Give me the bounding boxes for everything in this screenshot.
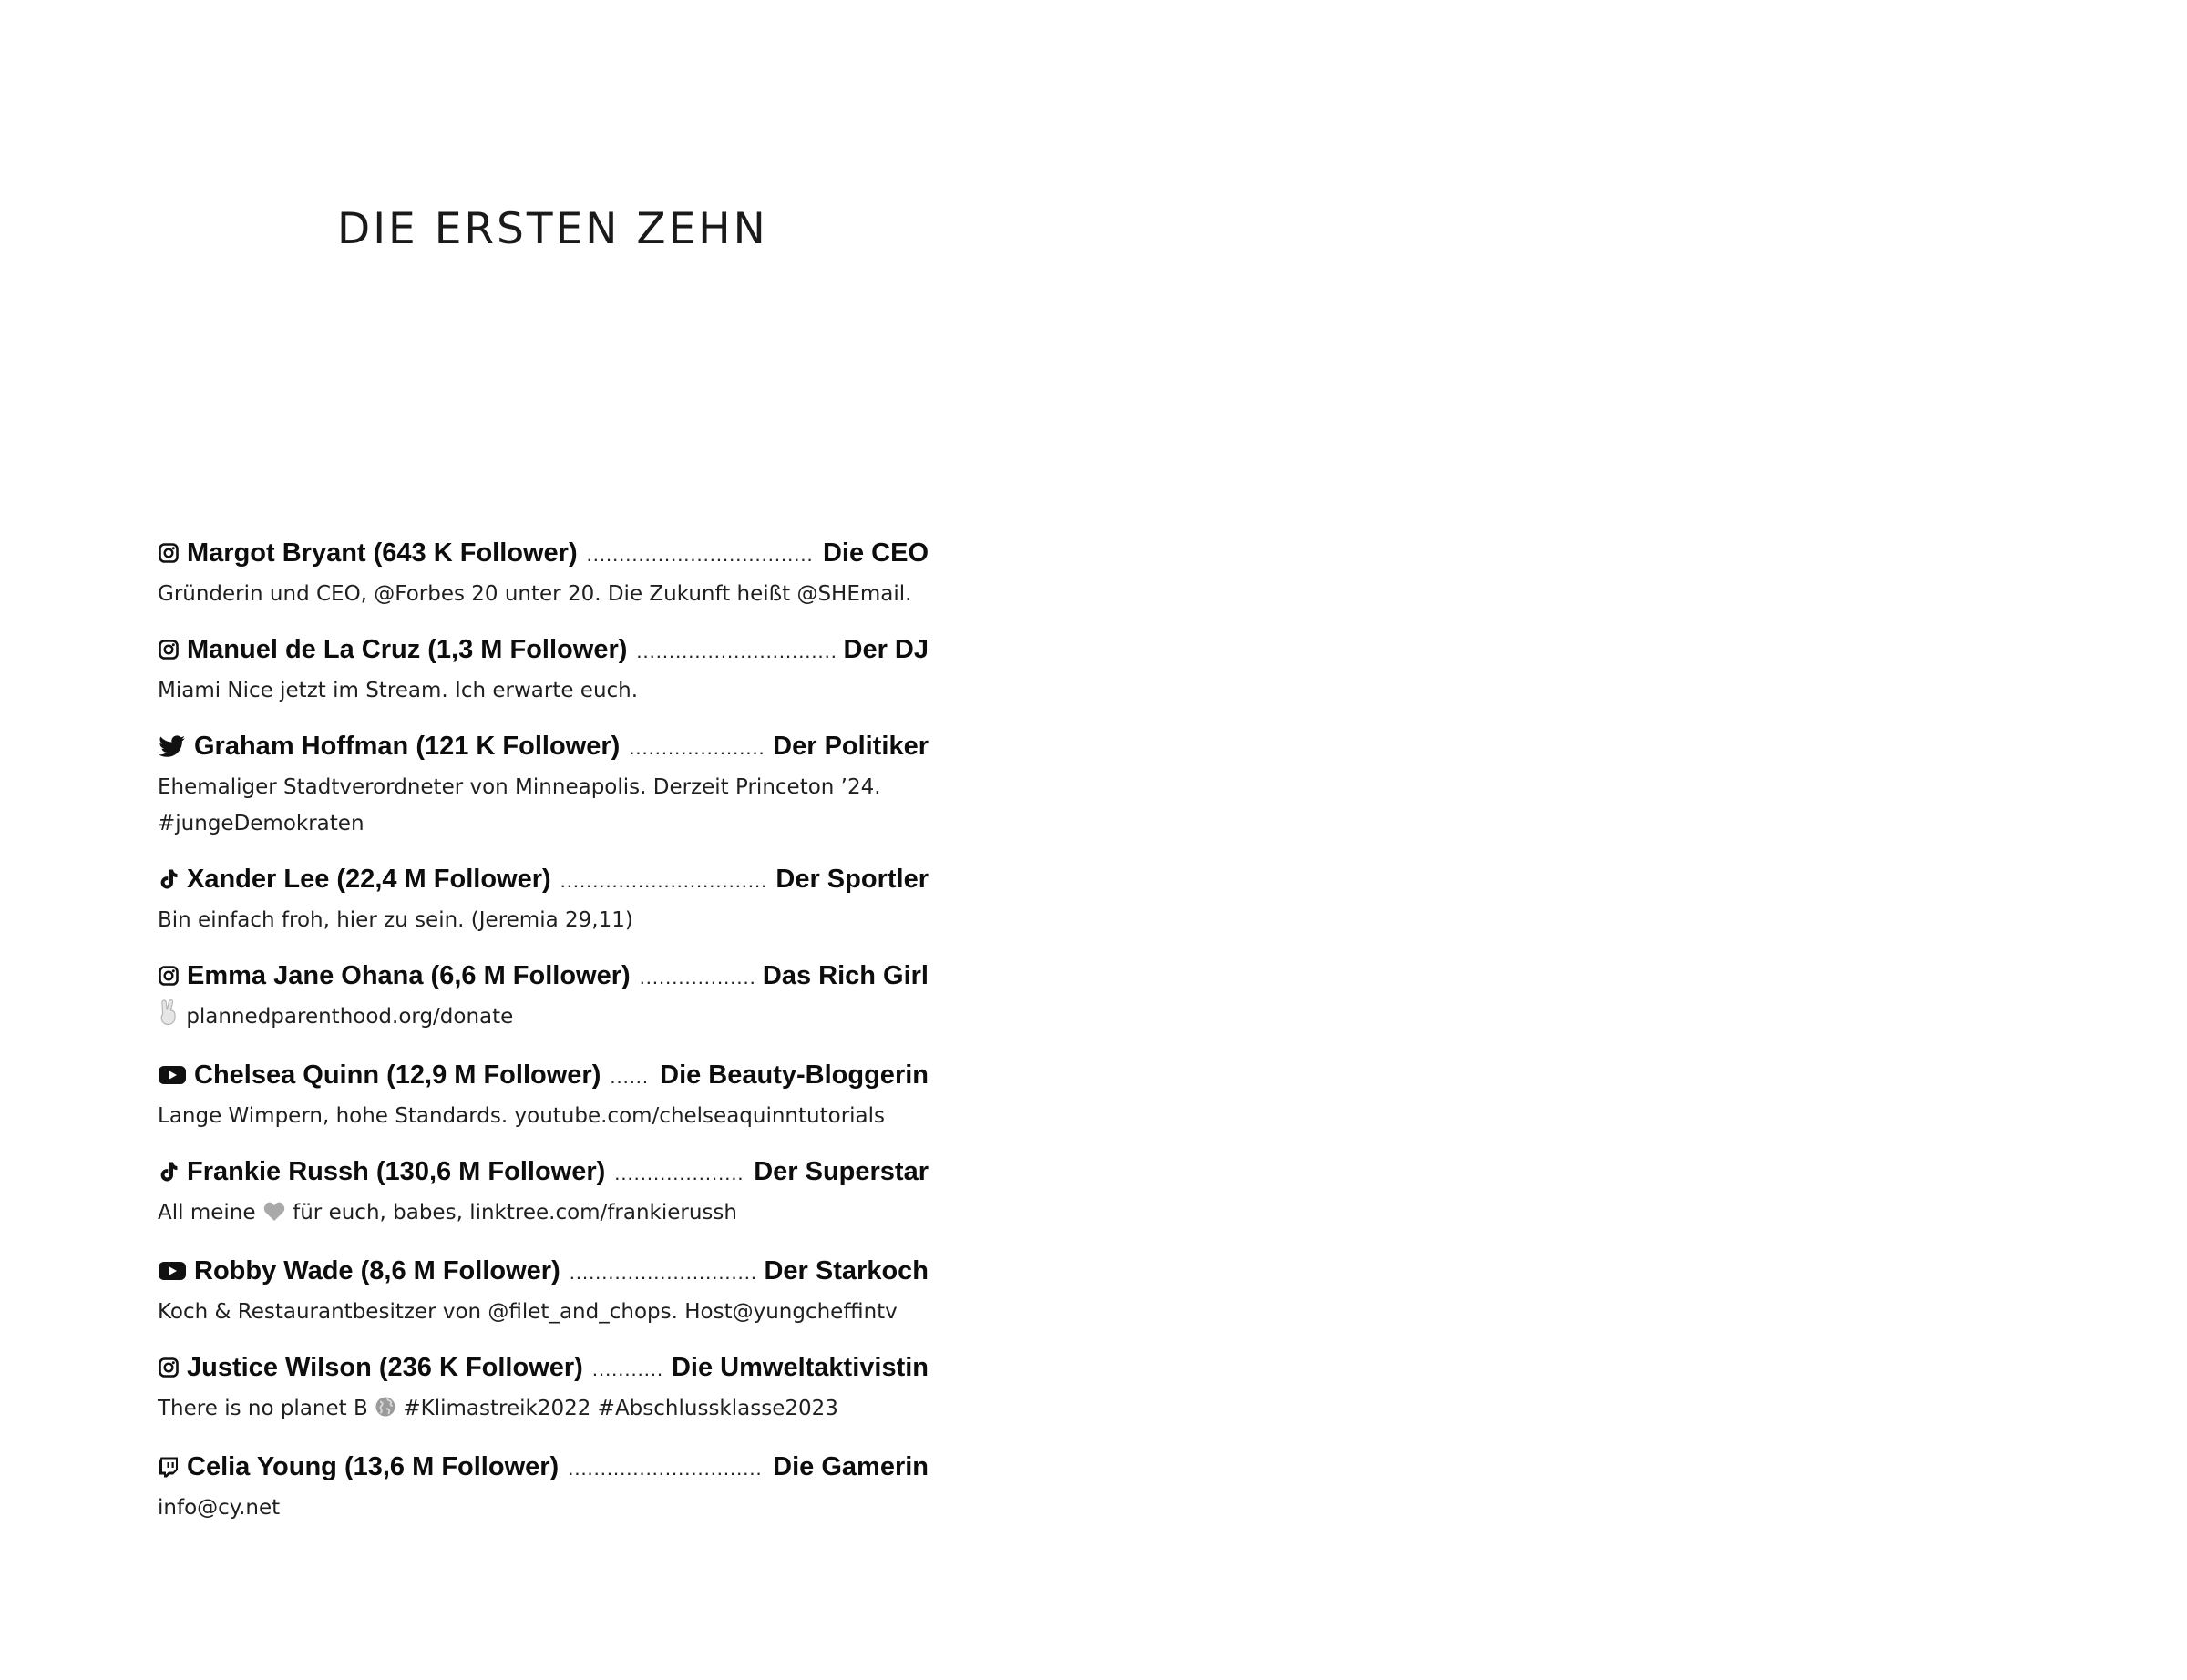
list-item (158, 953, 929, 1038)
dot-leader (640, 955, 754, 1000)
entry-name: Emma Jane Ohana (6,6 M Follower) (187, 961, 631, 990)
entry-name: Justice Wilson (236 K Follower) (187, 1353, 583, 1382)
entry-bio: Ehemaliger Stadtverordneter von Minneapolis. Derzeit Princeton ’24. (158, 775, 881, 799)
entry-role: Der DJ (843, 635, 929, 664)
entry-name: Manuel de La Cruz (1,3 M Follower) (187, 635, 628, 664)
entry-name: Frankie Russh (130,6 M Follower) (187, 1157, 606, 1186)
list-item (158, 1149, 929, 1234)
entry-bio (158, 1390, 929, 1429)
entry-bio-text: There is no planet B (158, 1397, 368, 1420)
list-item (158, 530, 929, 612)
entry-role: Der Politiker (773, 732, 929, 761)
entry-bio-email: info@cy.net (158, 1496, 281, 1520)
dot-leader (568, 1446, 764, 1491)
entry-role: Der Starkoch (764, 1256, 929, 1286)
entry-role: Der Superstar (754, 1157, 929, 1186)
entry-heading (158, 953, 929, 999)
twitter-bird-icon (158, 735, 187, 757)
entry-name: Robby Wade (8,6 M Follower) (194, 1256, 560, 1286)
list-item (158, 1345, 929, 1429)
entry-name: Margot Bryant (643 K Follower) (187, 538, 578, 568)
instagram-icon (158, 965, 180, 987)
entry-name: Xander Lee (22,4 M Follower) (187, 865, 551, 894)
instagram-icon (158, 1357, 180, 1378)
dot-leader (610, 1054, 651, 1100)
influencer-list (158, 530, 929, 1541)
entry-role: Die Umweltaktivistin (671, 1353, 929, 1382)
dot-leader (592, 1347, 662, 1392)
tiktok-icon (158, 1161, 180, 1183)
entry-heading (158, 1149, 929, 1194)
twitch-icon (158, 1456, 180, 1478)
dot-leader (629, 725, 764, 771)
entry-role: Die Beauty-Bloggerin (660, 1060, 929, 1090)
tiktok-icon (158, 868, 180, 890)
entry-heading (158, 1345, 929, 1390)
entry-bio: Lange Wimpern, hohe Standards. youtube.com/chelseaquinntutorials (158, 1104, 886, 1128)
list-item (158, 1248, 929, 1330)
entry-bio: Bin einfach froh, hier zu sein. (Jeremia 29,11) (158, 908, 633, 932)
dot-leader (560, 858, 767, 904)
entry-heading (158, 1248, 929, 1294)
entry-heading (158, 856, 929, 902)
entry-name: Chelsea Quinn (12,9 M Follower) (194, 1060, 601, 1090)
entry-bio: Koch & Restaurantbesitzer von @filet_and_chops. Host@yungcheffintv (158, 1300, 898, 1324)
entry-bio-text: #Klimastreik2022 #Abschlussklasse2023 (403, 1397, 838, 1420)
globe-emoji (375, 1393, 396, 1429)
youtube-icon (158, 1064, 187, 1086)
list-item (158, 856, 929, 938)
youtube-icon (158, 1260, 187, 1282)
entry-role: Die Gamerin (773, 1452, 929, 1481)
entry-heading (158, 1444, 929, 1490)
instagram-icon (158, 542, 180, 564)
entry-name: Celia Young (13,6 M Follower) (187, 1452, 560, 1481)
entry-bio: Gründerin und CEO, @Forbes 20 unter 20. Die Zukunft heißt @SHEmail. (158, 582, 912, 606)
entry-heading (158, 1052, 929, 1098)
dot-leader (636, 629, 834, 674)
page-title: DIE ERSTEN ZEHN (337, 204, 768, 254)
entry-heading (158, 723, 929, 769)
list-item (158, 627, 929, 709)
entry-bio-text: für euch, babes, linktree.com/frankierussh (293, 1201, 737, 1224)
entry-bio-hashtag: #jungeDemokraten (158, 812, 364, 835)
entry-heading (158, 627, 929, 672)
entry-role: Der Sportler (775, 865, 929, 894)
list-item (158, 723, 929, 842)
entry-bio-text: All meine (158, 1201, 256, 1224)
entry-bio (158, 999, 929, 1038)
dot-leader (614, 1151, 744, 1196)
list-item (158, 1052, 929, 1134)
heart-emoji (262, 1197, 286, 1234)
instagram-icon (158, 639, 180, 661)
dot-leader (570, 1250, 755, 1296)
entry-role: Das Rich Girl (762, 961, 929, 990)
victory-hand-emoji (158, 999, 180, 1038)
entry-bio: Miami Nice jetzt im Stream. Ich erwarte euch. (158, 679, 639, 702)
entry-bio (158, 1194, 929, 1234)
list-item (158, 1444, 929, 1526)
entry-role: Die CEO (822, 538, 929, 568)
entry-heading (158, 530, 929, 576)
entry-name: Graham Hoffman (121 K Follower) (194, 732, 621, 761)
entry-bio-link: plannedparenthood.org/donate (186, 1005, 514, 1029)
dot-leader (587, 532, 814, 578)
